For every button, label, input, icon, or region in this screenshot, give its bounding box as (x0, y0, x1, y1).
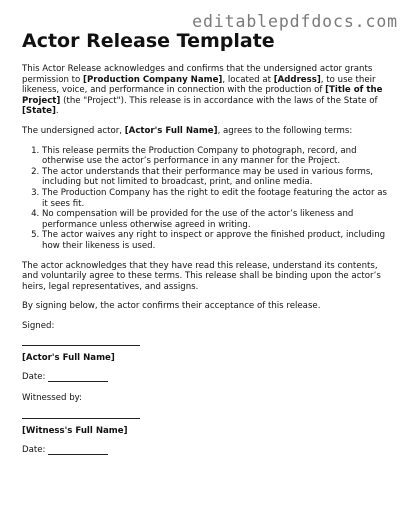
signed-label: Signed: (22, 320, 55, 331)
agree-text-1: The undersigned actor, (22, 125, 125, 136)
intro-text-2: , located at (222, 74, 274, 85)
acknowledgement-paragraph: The actor acknowledges that they have read this release, understand its contents, and voluntarily agree to these terms. This release shall be binding upon the actor’s heirs, legal representatives, and assigns. (22, 260, 381, 292)
intro-text-5: . (55, 106, 59, 117)
witness-name-label: [Witness's Full Name] (22, 426, 128, 437)
term-item: 2. The actor understands that their performance may be used in various forms, including but not limited to broadcast, print, and online media. (42, 167, 390, 188)
agree-paragraph (22, 126, 390, 137)
agree-text-2: , agrees to the following terms: (217, 125, 353, 136)
term-item: 3. The Production Company has the right to edit the footage featuring the actor as it sees fit. (42, 188, 390, 209)
watermark-logo: editablepdfdocs.com (192, 12, 398, 31)
actor-name-placeholder: [Actor's Full Name] (124, 125, 218, 136)
witnessed-label: Witnessed by: (22, 393, 83, 404)
document-title: Actor Release Template (22, 30, 275, 52)
term-item: 4. No compensation will be provided for the use of the actor’s likeness and performance unless otherwise agreed in writing. (42, 209, 390, 230)
address-placeholder: [Address] (273, 74, 321, 85)
intro-text-1: This Actor Release acknowledges and confirms that the undersigned actor grants permission to (22, 64, 373, 85)
term-item: 1. This release permits the Production Company to photograph, record, and otherwise use the actor’s performance in any manner for the Project. (42, 146, 390, 167)
state-placeholder: [State] (22, 106, 56, 117)
term-item: 5. The actor waives any right to inspect or approve the finished product, including how their likeness is used. (42, 230, 390, 251)
actor-date-line[interactable] (48, 371, 108, 382)
terms-list (22, 146, 390, 252)
intro-text-4: (the "Project"). This release is in accordance with the laws of the State of (60, 95, 378, 106)
intro-text-3: , to use their likeness, voice, and performance in connection with the production of (22, 74, 376, 96)
witness-date-line[interactable] (48, 444, 108, 455)
witness-signature-line[interactable] (22, 404, 140, 419)
project-placeholder: [Title of the Project] (22, 85, 383, 106)
actor-signature-line[interactable] (22, 331, 140, 346)
date-label: Date: (22, 372, 49, 383)
intro-paragraph (22, 64, 390, 117)
date-label: Date: (22, 445, 49, 456)
confirmation-paragraph: By signing below, the actor confirms their acceptance of this release. (22, 301, 321, 312)
document-page (22, 30, 390, 466)
actor-date-field (22, 372, 390, 383)
actor-name-label: [Actor's Full Name] (22, 353, 115, 364)
witness-date-field (22, 445, 390, 456)
company-placeholder: [Production Company Name] (83, 74, 223, 85)
